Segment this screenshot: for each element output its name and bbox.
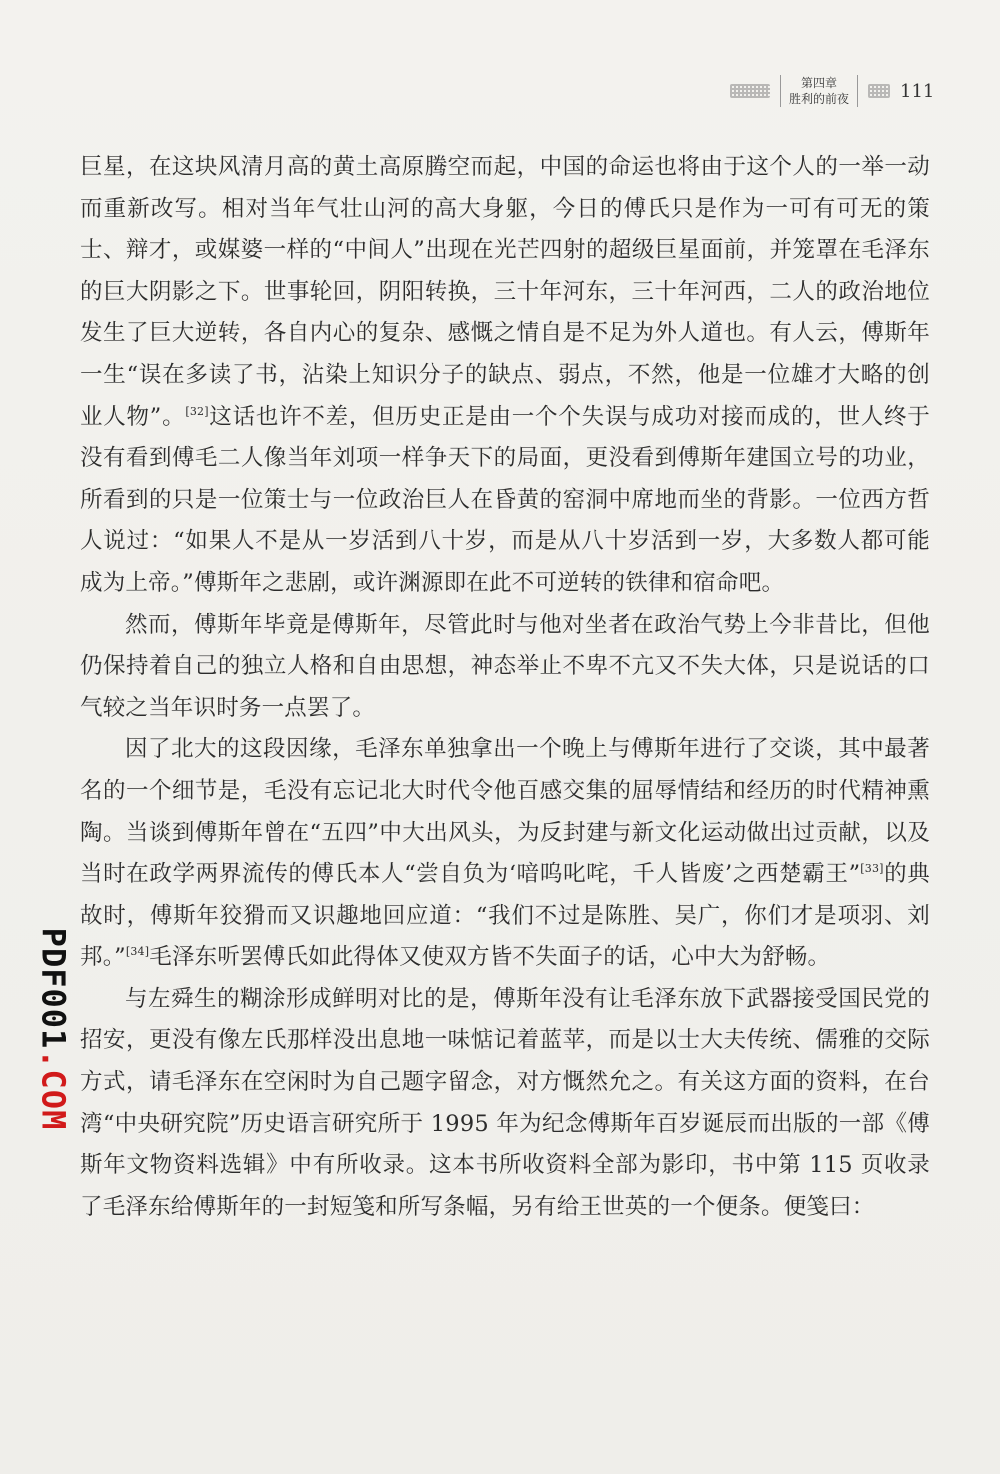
- footnote-marker: [34]: [125, 945, 150, 959]
- running-header: [730, 74, 940, 108]
- page-number: 111: [900, 80, 935, 102]
- paragraph-text: 巨星，在这块风清月高的黄土高原腾空而起，中国的命运也将由于这个人的一举一动而重新改写。相对当年气壮山河的高大身躯，今日的傅氏只是作为一可有可无的策士、辩才，或媒婆一样的“中间人”出现在光芒四射的超级巨星面前，并笼罩在毛泽东的巨大阴影之下。世事轮回，阴阳转换，三十年河东，三十年河西，二人的政治地位发生了巨大逆转，各自内心的复杂、感慨之情自是不足为外人道也。有人云，傅斯年一生“误在多读了书，沾染上知识分子的缺点、弱点，不然，他是一位雄才大略的创业人物”。: [80, 154, 930, 430]
- paragraph-text: 的典故时，傅斯年狡猾而又识趣地回应道：“我们不过是陈胜、吴广，你们才是项羽、刘邦。”: [80, 861, 930, 971]
- paragraph-text: 然而，傅斯年毕竟是傅斯年，尽管此时与他对坐者在政治气势上今非昔比，但他仍保持着自己的独立人格和自由思想，神态举止不卑不亢又不失大体，只是说话的口气较之当年识时务一点罢了。: [80, 611, 930, 721]
- header-ornament-right: [868, 84, 890, 98]
- chapter-subtitle: 胜利的前夜: [789, 92, 850, 106]
- paragraph: [80, 147, 930, 605]
- paragraph: [80, 729, 930, 979]
- watermark-part1: PDF001: [34, 927, 73, 1050]
- watermark: [34, 928, 72, 1131]
- paragraph-text: 因了北大的这段因缘，毛泽东单独拿出一个晚上与傅斯年进行了交谈，其中最著名的一个细节是，毛没有忘记北大时代令他百感交集的屈辱情结和经历的时代精神熏陶。当谈到傅斯年曾在“五四”中大出风头，为反封建与新文化运动做出过贡献，以及当时在政学两界流传的傅氏本人“尝自负为‘喑呜叱咤，千人皆废’之西楚霸王”: [80, 736, 930, 888]
- watermark-part2: .COM: [34, 1049, 73, 1131]
- footnote-marker: [32]: [185, 404, 209, 418]
- header-ornament-left: [730, 84, 770, 98]
- body-text: [80, 147, 930, 1228]
- chapter-label: 第四章: [801, 76, 838, 90]
- paragraph-text: 毛泽东听罢傅氏如此得体又使双方皆不失面子的话，心中大为舒畅。: [149, 944, 831, 971]
- footnote-marker: [33]: [860, 862, 884, 876]
- paragraph-text: 这话也许不差，但历史正是由一个个失误与成功对接而成的，世人终于没有看到傅毛二人像当年刘项一样争天下的局面，更没看到傅斯年建国立号的功业，所看到的只是一位策士与一位政治巨人在昏黄的窑洞中席地而坐的背影。一位西方哲人说过：“如果人不是从一岁活到八十岁，而是从八十岁活到一岁，大多数人都可能成为上帝。”傅斯年之悲剧，或许渊源即在此不可逆转的铁律和宿命吧。: [80, 403, 930, 596]
- header-chapter-block: [780, 75, 858, 107]
- paragraph: [80, 979, 930, 1229]
- paragraph: [80, 605, 930, 730]
- paragraph-text: 与左舜生的糊涂形成鲜明对比的是，傅斯年没有让毛泽东放下武器接受国民党的招安，更没有像左氏那样没出息地一味惦记着蓝苹，而是以士大夫传统、儒雅的交际方式，请毛泽东在空闲时为自己题字留念，对方慨然允之。有关这方面的资料，在台湾“中央研究院”历史语言研究所于 1995 年为纪念傅斯年百岁诞辰而出版的一部《傅斯年文物资料选辑》中有所收录。这本书所收资料全部为影印，书中第 115 页收录了毛泽东给傅斯年的一封短笺和所写条幅，另有给王世英的一个便条。便笺曰：: [80, 985, 930, 1220]
